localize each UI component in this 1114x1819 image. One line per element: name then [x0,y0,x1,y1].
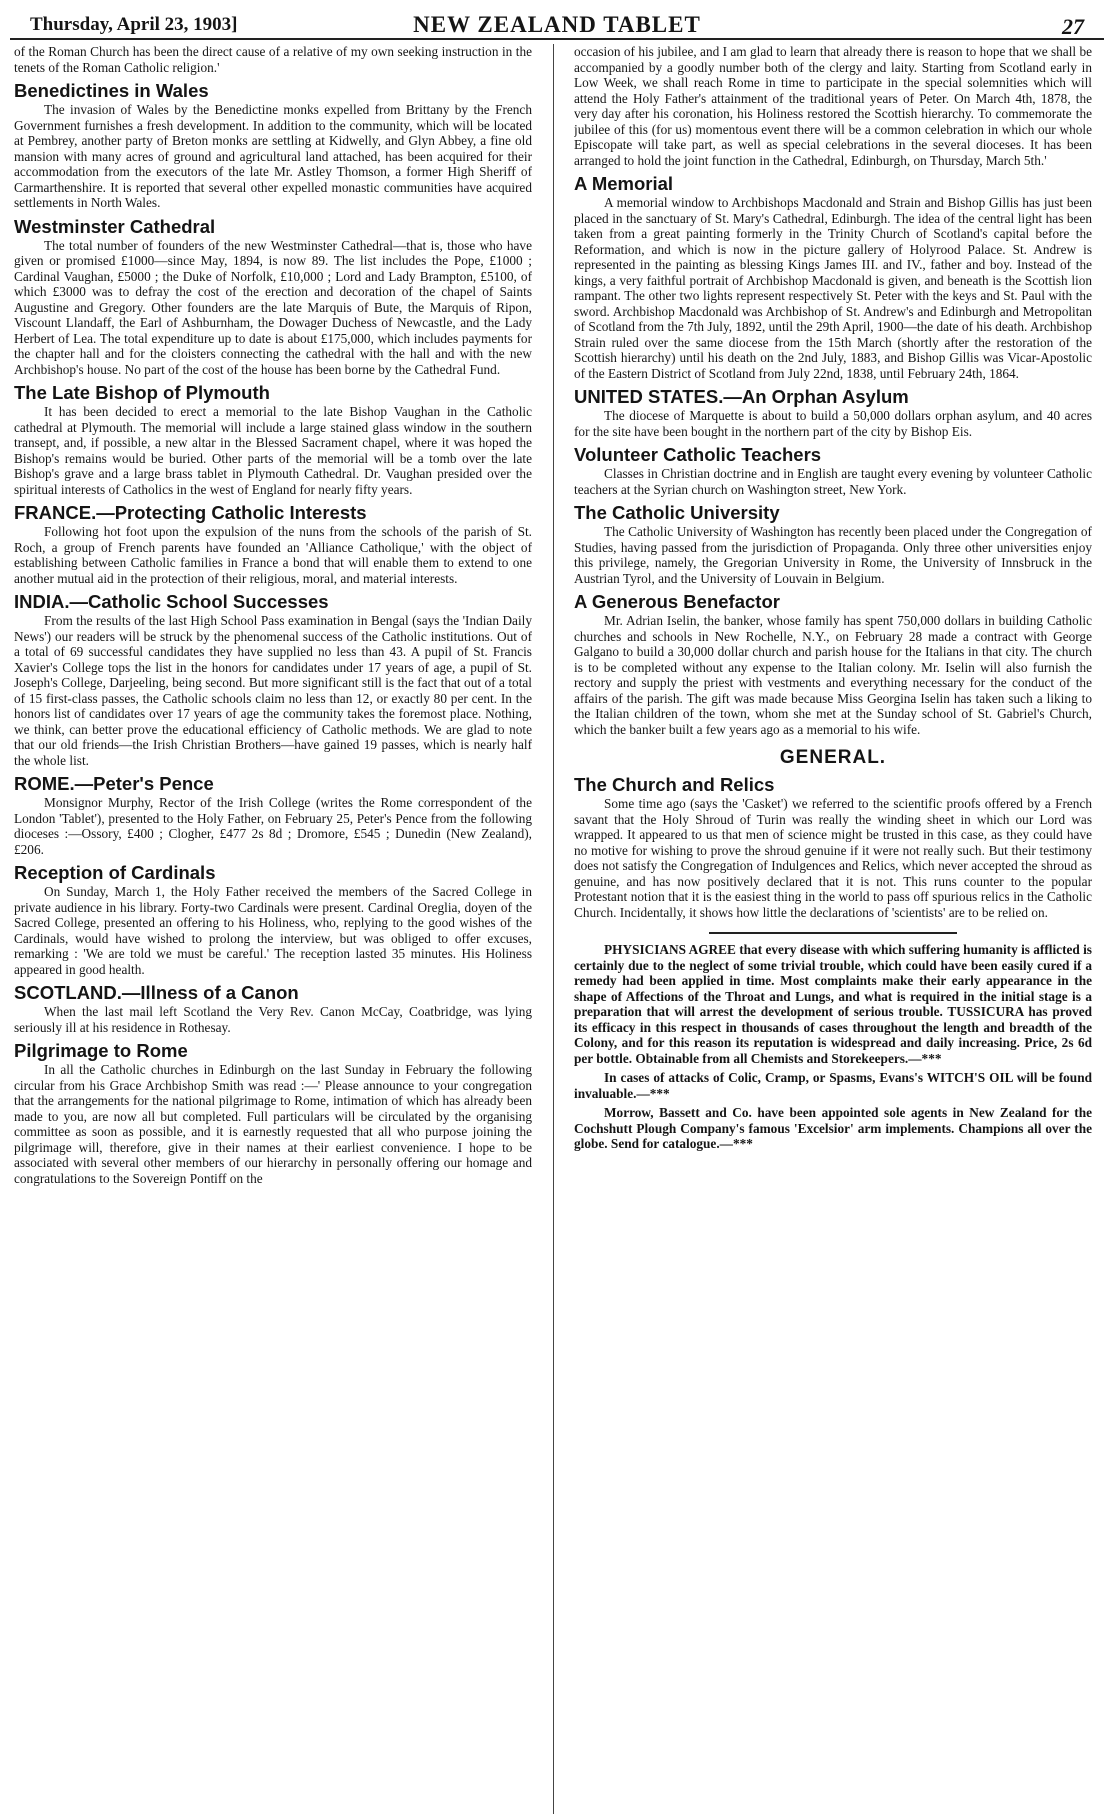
heading-benefactor: A Generous Benefactor [574,591,780,612]
article-benedictines: The invasion of Wales by the Benedictine monks expelled from Brittany by the French Government furnishes a fresh development. In addition to the community, which will be located at Pembrey, another party of Breton monks are settling at Kidwelly, and Glyn Abbey, a fine old mansion with many acres of ground and agricultural land attached, has been acquired for their accommodation from the executors of the late Mr. Astley Thomson, a former High Sheriff of Carmarthenshire. It is reported that several other expelled monastic communities have acquired settlements in North Wales. [14,102,532,210]
page-number: 27 [1062,14,1084,39]
heading-relics: The Church and Relics [574,774,775,795]
heading-united-states: UNITED STATES.—An Orphan Asylum [574,386,909,407]
column-divider [553,44,554,1814]
advertisement-divider [709,932,957,934]
article-benefactor: Mr. Adrian Iselin, the banker, whose family has spent 750,000 dollars in building Catholic churches and schools in New Rochelle, N.Y., on February 28 made a contract with George Galgano to build a 30,000 dollar church and parish house for the Italians in that city. The church is to be completed without any expense to the Italian colony. Mr. Iselin will also furnish the rectory and supply the priest with vestments and everything necessary for the conduct of the affairs of the parish. The gift was made because Miss Georgina Iselin has taken such a liking to the Italian children of the town, whom she met at the Sunday school of St. Gabriel's Church, which the banker built a few years ago as a memorial to his wife. [574,613,1092,737]
continued-text: occasion of his jubilee, and I am glad to learn that already there is reason to hope that we shall be accompanied by a goodly number both of the clergy and laity. Starting from Scotland early in Low Week, we shall reach Rome in time to participate in the special solemnities which will attend the Holy Father's attainment of the traditional years of Peter. On March 4th, 1878, the very day after his coronation, his Holiness restored the Scottish hierarchy. To commemorate the jubilee of this (for us) momentous event there will be a common celebration in which our whole Episcopate will take part, as well as special celebrations in the several dioceses. It has been arranged to hold the joint function in the Cathedral, Edinburgh, on Thursday, March 5th.' [574,44,1092,168]
heading-india: INDIA.—Catholic School Successes [14,591,329,612]
article-university: The Catholic University of Washington has recently been placed under the Congregation of Studies, having passed from the jurisdiction of Propaganda. Only three other universities enjoy this privilege, namely, the Gregorian University in Rome, the University of Innsbruck in the Austrian Tyrol, and the University of Louvain in Belgium. [574,524,1092,586]
article-rome: Monsignor Murphy, Rector of the Irish College (writes the Rome correspondent of the London 'Tablet'), presented to the Holy Father, on February 25, Peter's Pence from the following dioceses :—Ossory, £400 ; Clogher, £477 2s 8d ; Dromore, £545 ; Dunedin (New Zealand), £206. [14,795,532,857]
article-cardinals: On Sunday, March 1, the Holy Father received the members of the Sacred College in private audience in his library. Forty-two Cardinals were present. Cardinal Oreglia, doyen of the Sacred College, presented an offering to his Holiness, who, replying to the good wishes of the Cardinals, would have wished to prolong the interview, but was obliged to offer excuses, remarking : 'We are told we must be careful.' The reception lasted 35 minutes. His Holiness appeared in good health. [14,884,532,977]
right-column [574,44,1092,1814]
article-teachers: Classes in Christian doctrine and in English are taught every evening by volunteer Catholic teachers at the Syrian church on Washington street, New York. [574,466,1092,497]
advertisement-tussicura: PHYSICIANS AGREE that every disease with which suffering humanity is afflicted is certainly due to the neglect of some trivial trouble, which could have been easily cured if a remedy had been applied in time. Most complaints make their early appearance in the shape of Affections of the Throat and Lungs, and what is required in the initial stage is a preparation that will arrest the development of serious trouble. TUSSICURA has proved its efficacy in this respect in thousands of cases throughout the length and breadth of the Colony, and for this reason its reputation is widespread and daily increasing. Price, 2s 6d per bottle. Obtainable from all Chemists and Storekeepers.—*** [574,942,1092,1066]
heading-memorial: A Memorial [574,173,674,194]
left-column [14,44,532,1814]
article-westminster: The total number of founders of the new Westminster Cathedral—that is, those who have given or promised £1000—since May, 1894, is now 89. The list includes the Pope, £1000 ; Cardinal Vaughan, £5000 ; the Duke of Norfolk, £10,000 ; Lord and Lady Brampton, £5100, of which £3000 was to defray the cost of the erection and decoration of the chapel of Saints Augustine and Gregory. Other founders are the late Marquis of Bute, the Marquis of Ripon, Viscount Llandaff, the Earl of Ashburnham, the Dowager Duchess of Newcastle, and the Lady Herbert of Lea. The total expenditure up to date is about £175,000, which includes payments for the chapter hall and for the cloisters connecting the cathedral with the hall and with the new Archbishop's house. No part of the cost of the house has been borne by the Cathedral Fund. [14,237,532,377]
advertisement-witchs-oil: In cases of attacks of Colic, Cramp, or Spasms, Evans's WITCH'S OIL will be found invaluable.—*** [574,1070,1092,1101]
heading-cardinals: Reception of Cardinals [14,862,216,883]
heading-pilgrimage: Pilgrimage to Rome [14,1040,188,1061]
article-relics: Some time ago (says the 'Casket') we referred to the scientific proofs offered by a French savant that the Holy Shroud of Turin was really the winding sheet in which our Lord was wrapped. It appeared to us that men of science might be trusted in this case, as they could have no motive for wishing to prove the shroud genuine if it were not really such. But their testimony does not satisfy the Congregation of Indulgences and Relics, which never accepted the shroud as genuine, and has now positively declared that it is not. This runs counter to the popular Protestant notion that it is the easiest thing in the world to pass off spurious relics in the Catholic Church. Incidentally, it shows how little the declarations of 'scientists' are to be relied on. [574,796,1092,920]
heading-france: FRANCE.—Protecting Catholic Interests [14,502,367,523]
heading-scotland: SCOTLAND.—Illness of a Canon [14,982,299,1003]
article-plymouth: It has been decided to erect a memorial to the late Bishop Vaughan in the Catholic cathedral at Plymouth. The memorial will include a large stained glass window in the southern transept, and, if possible, a new altar in the Blessed Sacrament chapel, where it was hoped the Bishop's remains would be buried. Other parts of the memorial will be a tomb over the late Bishop's grave and a large brass tablet in Plymouth Cathedral. Dr. Vaughan presided over the spiritual interests of Catholics in the west of England for nearly fifty years. [14,404,532,497]
heading-teachers: Volunteer Catholic Teachers [574,444,822,465]
issue-date: Thursday, April 23, 1903] [30,14,238,35]
heading-westminster: Westminster Cathedral [14,215,216,237]
heading-rome: ROME.—Peter's Pence [14,773,214,794]
section-heading-general: GENERAL. [779,747,887,768]
advertisement-morrow-bassett: Morrow, Bassett and Co. have been appointed sole agents in New Zealand for the Cochshutt Plough Company's famous 'Excelsior' arm implements. Champions all over the globe. Send for catalogue.—*** [574,1105,1092,1151]
article-france: Following hot foot upon the expulsion of the nuns from the schools of the parish of St. Roch, a group of French parents have founded an 'Alliance Catholique,' with the object of establishing between Catholic families in France a bond that will enable them to extend to one another mutual aid in the protection of their religious, moral, and material interests. [14,524,532,586]
heading-plymouth: The Late Bishop of Plymouth [14,382,270,403]
page-header [10,8,1104,40]
article-pilgrimage: In all the Catholic churches in Edinburgh on the last Sunday in February the following circular from his Grace Archbishop Smith was read :—' Please announce to your congregation that the arrangements for the national pilgrimage to Rome, intimation of which has already been made to you, are now all but completed. Full particulars will be circulated by the organising committee as soon as possible, and it is earnestly requested that all who purpose joining the pilgrimage will, therefore, give in their names at their earliest convenience. I hope to be associated with several other members of our hierarchy in personally offering our homage and congratulations to the Sovereign Pontiff on the [14,1062,532,1186]
article-memorial: A memorial window to Archbishops Macdonald and Strain and Bishop Gillis has just been placed in the sanctuary of St. Mary's Cathedral, Edinburgh. The idea of the central light has been taken from a great painting formerly in the Trinity Church of Scotland's capital before the Reformation, and which is now in the picture gallery of Holyrood Palace. St. Andrew is represented in the painting as blessing Kings James III. and IV., father and boy. Instead of the kings, a very faithful portrait of Archbishop Macdonald is given, and beneath is the Scottish lion rampant. The other two lights represent respectively St. Peter with the keys and St. Paul with the sword. Archbishop Macdonald was Archbishop of St. Andrew's and Edinburgh and Metropolitan of Scotland from the 7th July, 1892, until the 29th April, 1900—the date of his death. Archbishop Strain ruled over the same diocese from the 15th March (shortly after the restoration of the Scottish hierarchy) until his death on the 2nd July, 1883, and Bishop Gillis was Vicar-Apostolic of the Eastern District of Scotland from July 22nd, 1838, until February 24th, 1864. [574,195,1092,381]
article-united-states: The diocese of Marquette is about to build a 50,000 dollars orphan asylum, and 40 acres for the site have been bought in the northern part of the city by Bishop Eis. [574,408,1092,439]
continued-text: of the Roman Church has been the direct cause of a relative of my own seeking instruction in the tenets of the Roman Catholic religion.' [14,44,532,75]
heading-university: The Catholic University [574,502,780,523]
article-india: From the results of the last High School Pass examination in Bengal (says the 'Indian Daily News') our readers will be struck by the phenomenal success of the Catholic institutions. Out of a total of 69 successful candidates they have supplied no less than 43. A pupil of St. Francis Xavier's College tops the list in the honors for candidates under 17 years of age, a pupil of St. Joseph's College, Darjeeling, being second. But more significant still is the fact that out of a total of 15 first-class passes, the Catholic schools claim no less than 12, or exactly 80 per cent. In the honors list of candidates over 17 years of age the community takes the foremost place. Nothing, we think, can better prove the educational efficiency of Catholic methods. We are glad to note that our old friends—the Irish Christian Brothers—have gained 19 passes, which is nearly half the whole list. [14,613,532,768]
heading-benedictines: Benedictines in Wales [14,80,209,101]
publication-title: NEW ZEALAND TABLET [413,12,701,37]
article-scotland: When the last mail left Scotland the Very Rev. Canon McCay, Coatbridge, was lying seriously ill at his residence in Rothesay. [14,1004,532,1035]
